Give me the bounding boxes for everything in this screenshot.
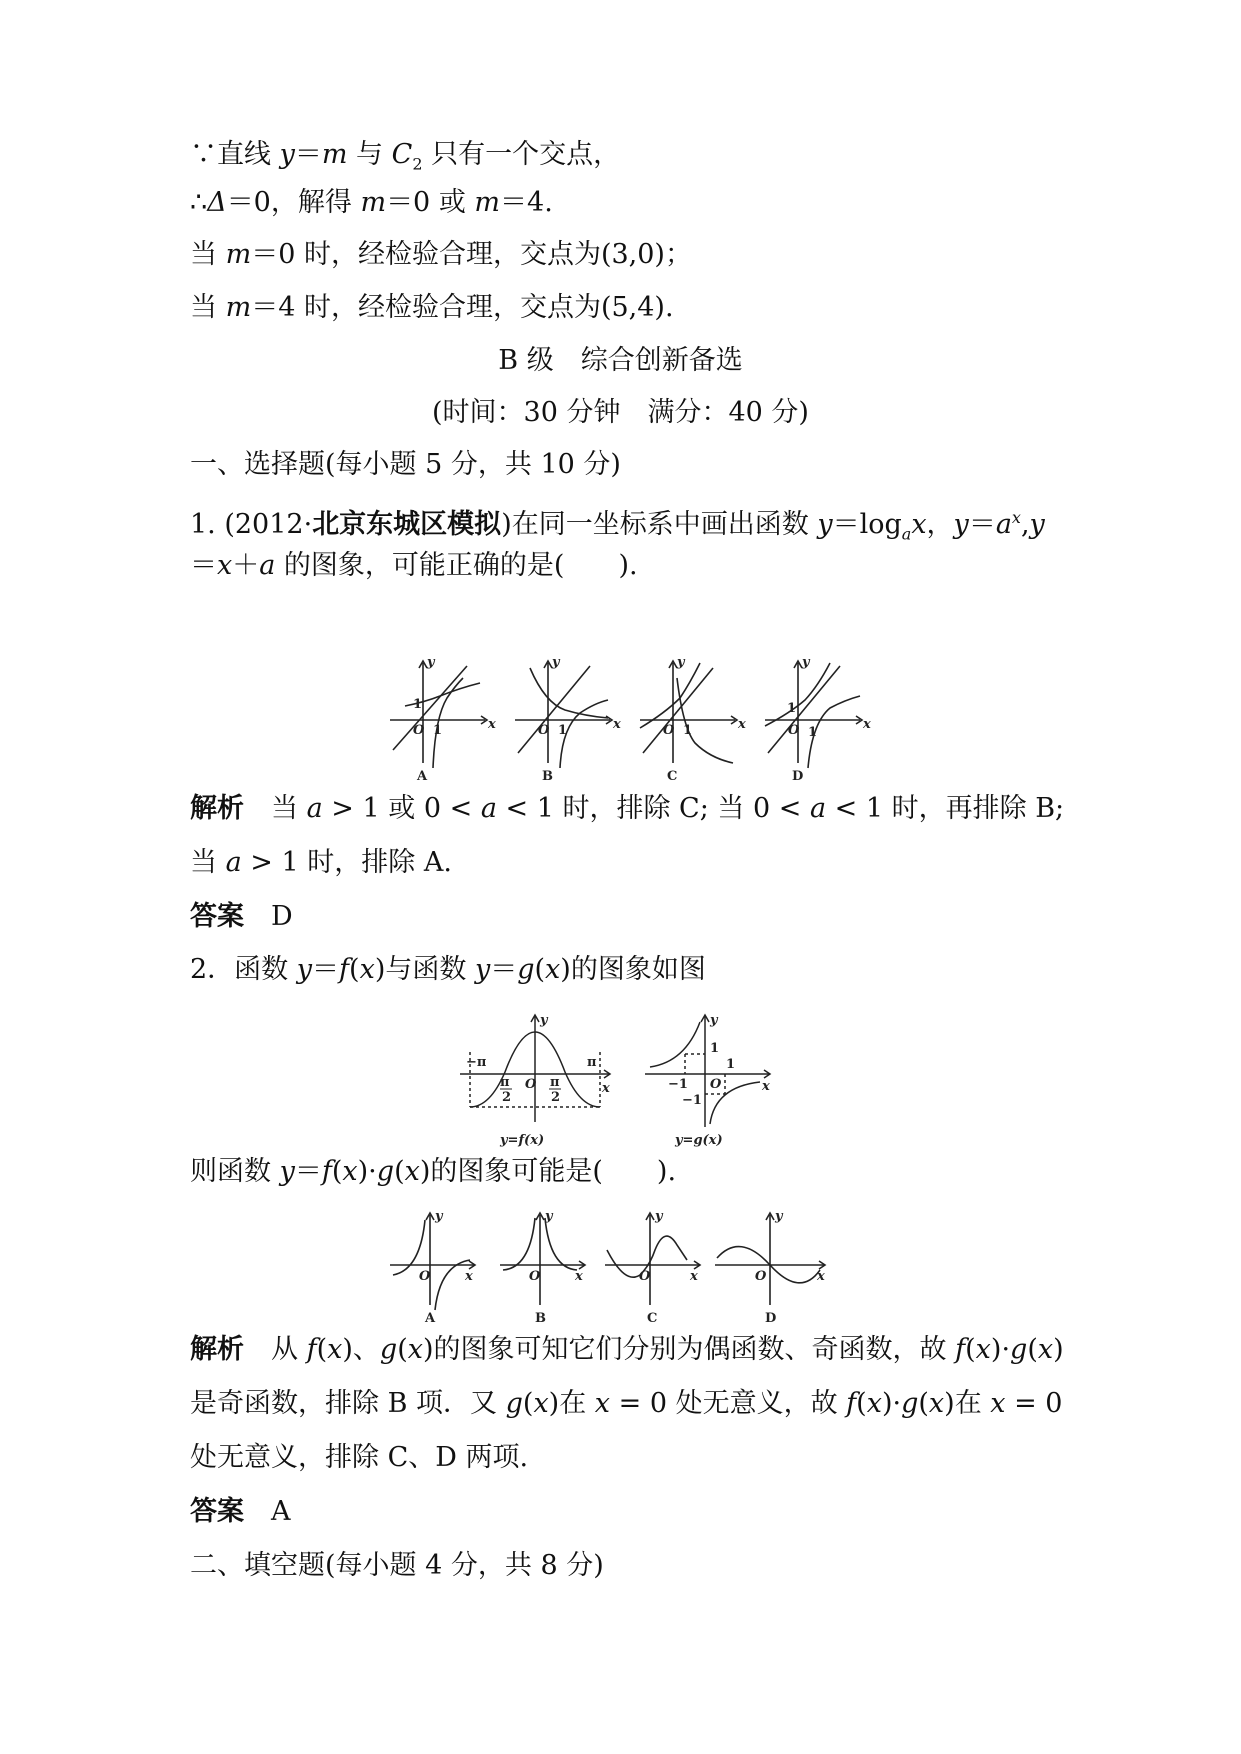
time-note: (时间：30 分钟 满分：40 分) bbox=[432, 397, 809, 428]
fig1-origin-c: O bbox=[663, 723, 675, 738]
fig3-x-label-b: x bbox=[575, 1269, 583, 1284]
fig3-label-b: B bbox=[535, 1311, 546, 1325]
fig3-x-label-d: x bbox=[817, 1269, 825, 1284]
fig1-origin-b: O bbox=[538, 723, 550, 738]
q2-option-a-graph bbox=[390, 1213, 475, 1310]
text-line-2: ∴Δ＝0，解得 m＝0 或 m＝4. bbox=[190, 187, 553, 218]
fig3-label-a: A bbox=[425, 1311, 436, 1325]
question-1-option-graphs bbox=[385, 658, 875, 786]
text-line-4: 当 m＝4 时，经检验合理，交点为(5,4). bbox=[190, 292, 674, 323]
question-2-option-graphs bbox=[385, 1210, 865, 1325]
question-2-answer: 答案 A bbox=[190, 1496, 291, 1527]
fx-pi: π bbox=[587, 1055, 597, 1070]
gx-x-label: x bbox=[762, 1079, 770, 1094]
fx-half-pi-num: π bbox=[550, 1075, 560, 1090]
gx-one-y: 1 bbox=[710, 1041, 720, 1056]
fig1-label-a: A bbox=[417, 769, 428, 784]
q2-option-b-graph bbox=[500, 1213, 585, 1305]
question-2-function-graphs bbox=[460, 1012, 800, 1152]
question-1-line-2: ＝x＋a 的图象，可能正确的是( ). bbox=[190, 550, 638, 581]
q2-option-d-graph bbox=[715, 1213, 825, 1305]
fig1-origin-a: O bbox=[413, 723, 425, 738]
fig1-one-y-a: 1 bbox=[413, 697, 423, 712]
question-1-solution-line-1: 解析 当 a > 1 或 0 < a < 1 时，排除 C; 当 0 < a < 1 时，再排除 B; bbox=[190, 793, 1065, 824]
fx-x-label: x bbox=[602, 1081, 610, 1096]
question-2-line-2: 则函数 y＝f(x)·g(x)的图象可能是( ). bbox=[190, 1156, 677, 1187]
fig1-y-label-d: y bbox=[802, 658, 810, 670]
question-1-answer: 答案 D bbox=[190, 901, 293, 932]
fig3-origin-b: O bbox=[529, 1269, 541, 1284]
fig3-label-c: C bbox=[647, 1311, 658, 1325]
gx-y-label: y bbox=[710, 1013, 718, 1028]
fig3-y-label-b: y bbox=[545, 1210, 553, 1224]
q2-option-c-graph bbox=[605, 1213, 700, 1305]
fig1-one-x-d: 1 bbox=[808, 725, 818, 740]
question-2-solution-line-3: 处无意义，排除 C、D 两项. bbox=[190, 1442, 529, 1473]
fig3-x-label-a: x bbox=[465, 1269, 473, 1284]
gx-one-x: 1 bbox=[726, 1057, 736, 1072]
fig1-y-label-c: y bbox=[677, 658, 685, 670]
option-b-graph bbox=[515, 661, 612, 768]
gx-graph bbox=[645, 1015, 770, 1127]
fig1-label-c: C bbox=[667, 769, 678, 784]
fx-neg-half-pi-num: π bbox=[500, 1075, 510, 1090]
option-d-graph bbox=[765, 661, 862, 768]
section-title: B 级 综合创新备选 bbox=[498, 345, 743, 376]
fig3-origin-c: O bbox=[639, 1269, 651, 1284]
fig1-origin-d: O bbox=[788, 723, 800, 738]
fig3-origin-a: O bbox=[419, 1269, 431, 1284]
fig1-label-b: B bbox=[542, 769, 553, 784]
gx-neg-one-y: −1 bbox=[682, 1093, 702, 1108]
question-1-solution-line-2: 当 a > 1 时，排除 A. bbox=[190, 847, 452, 878]
question-2-solution-line-2: 是奇函数，排除 B 项．又 g(x)在 x = 0 处无意义，故 f(x)·g(x)在 x = 0 bbox=[190, 1388, 1063, 1419]
question-1-line-1: 1. (2012·北京东城区模拟)在同一坐标系中画出函数 $y=\log_ax$，$y=a^x,y$ bbox=[190, 508, 1045, 544]
fig1-y-label-b: y bbox=[552, 658, 560, 670]
gx-origin: O bbox=[710, 1077, 722, 1092]
gx-neg-one-x: −1 bbox=[668, 1077, 688, 1092]
option-a-graph bbox=[390, 661, 487, 768]
fig1-x-label-c: x bbox=[738, 717, 746, 732]
fig1-x-label-b: x bbox=[613, 717, 621, 732]
fig3-y-label-a: y bbox=[435, 1210, 443, 1224]
fig3-y-label-c: y bbox=[655, 1210, 663, 1224]
gx-caption: y=g(x) bbox=[675, 1133, 723, 1148]
question-2-line-1: 2．函数 y＝f(x)与函数 y＝g(x)的图象如图 bbox=[190, 954, 706, 985]
fig1-one-y-d: 1 bbox=[787, 701, 797, 716]
fig1-one-x-a: 1 bbox=[433, 723, 443, 738]
fx-origin: O bbox=[525, 1077, 537, 1092]
fx-neg-half-pi-den: 2 bbox=[502, 1090, 512, 1105]
fig1-one-x-b: 1 bbox=[558, 723, 568, 738]
fig1-label-d: D bbox=[792, 769, 804, 784]
part-one-heading: 一、选择题(每小题 5 分，共 10 分) bbox=[190, 449, 621, 480]
fig3-label-d: D bbox=[765, 1311, 777, 1325]
part-two-heading: 二、填空题(每小题 4 分，共 8 分) bbox=[190, 1550, 604, 1581]
fig3-x-label-c: x bbox=[690, 1269, 698, 1284]
fig1-y-label-a: y bbox=[427, 658, 435, 670]
option-c-graph bbox=[640, 661, 737, 763]
fig1-one-x-c: 1 bbox=[683, 723, 693, 738]
text-line-3: 当 m＝0 时，经检验合理，交点为(3,0)； bbox=[190, 239, 692, 270]
fig3-y-label-d: y bbox=[775, 1210, 783, 1224]
fig1-x-label-d: x bbox=[863, 717, 871, 732]
text-line-1: ∵直线 y＝m 与 $C_2$ 只有一个交点， bbox=[190, 139, 621, 174]
fx-y-label: y bbox=[540, 1013, 548, 1028]
fx-neg-pi: −π bbox=[466, 1055, 487, 1070]
fig3-origin-d: O bbox=[755, 1269, 767, 1284]
question-2-solution-line-1: 解析 从 f(x)、g(x)的图象可知它们分别为偶函数、奇函数，故 f(x)·g(x) bbox=[190, 1334, 1064, 1365]
fx-caption: y=f(x) bbox=[500, 1133, 545, 1148]
fig1-x-label-a: x bbox=[488, 717, 496, 732]
fx-half-pi-den: 2 bbox=[551, 1090, 561, 1105]
